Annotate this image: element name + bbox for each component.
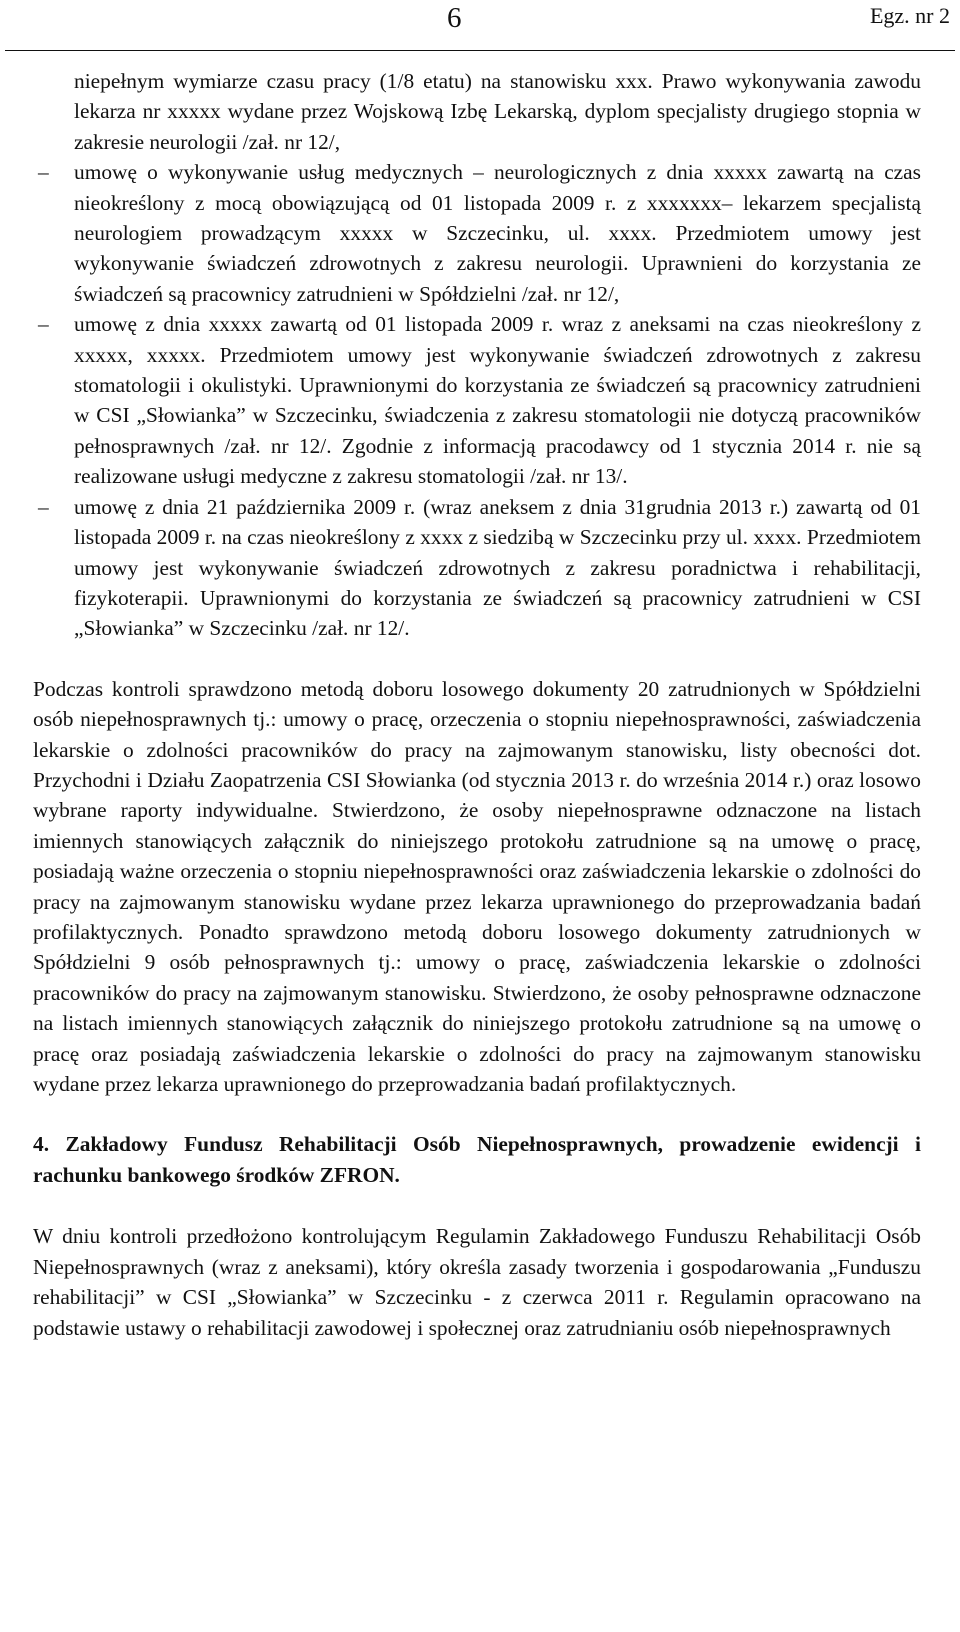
list-item-text: umowę z dnia xxxxx zawartą od 01 listopada 2009 r. wraz z aneksami na czas nieokreślony z xxxxx, xxxxx. Przedmiotem umowy jest wykonywanie świadczeń zdrowotnych z zakresu stomatologii i okulistyki. Uprawnionymi do korzystania ze świadczeń są pracownicy zatrudnieni w CSI „Słowianka” w Szczecinku, świadczenia z zakresu stomatologii nie dotyczą pracowników pełnosprawnych /zał. nr 12/. Zgodnie z informacją pracodawcy od 1 stycznia 2014 r. nie są realizowane usługi medyczne z zakresu stomatologii /zał. nr 13/. (74, 312, 921, 489)
list-item-rehabilitation-contract (33, 492, 921, 644)
page-header (0, 0, 960, 50)
fund-paragraph: W dniu kontroli przedłożono kontrolującym Regulamin Zakładowego Funduszu Rehabilitacji Osób Niepełnosprawnych (wraz z aneksami), który określa zasady tworzenia i gospodarowania „Funduszu rehabilitacji” w CSI „Słowianka” w Szczecinku - z czerwca 2011 r. Regulamin opracowano na podstawie ustawy o rehabilitacji zawodowej i społecznej oraz zatrudnianiu osób niepełnosprawnych (33, 1224, 921, 1340)
dash-bullet: – (38, 494, 49, 519)
list-item-text: umowę z dnia 21 października 2009 r. (wraz aneksem z dnia 31grudnia 2013 r.) zawartą od 01 listopada 2009 r. na czas nieokreślony z xxxx z siedzibą w Szczecinku przy ul. xxxx. Przedmiotem umowy jest wykonywanie świadczeń zdrowotnych z zakresu poradnictwa i rehabilitacji, fizykoterapii. Uprawnionymi do korzystania ze świadczeń są pracownicy zatrudnieni w CSI „Słowianka” w Szczecinku /zał. nr 12/. (74, 494, 921, 641)
document-body (33, 66, 921, 1343)
continued-paragraph: niepełnym wymiarze czasu pracy (1/8 etatu) na stanowisku xxx. Prawo wykonywania zawodu lekarza nr xxxxx wydane przez Wojskową Izbę Lekarską, dyplom specjalisty drugiego stopnia w zakresie neurologii /zał. nr 12/, (74, 69, 921, 154)
paragraph-spacer (33, 644, 921, 674)
copy-number-label: Egz. nr 2 (869, 3, 950, 28)
control-paragraph: Podczas kontroli sprawdzono metodą doboru losowego dokumenty 20 zatrudnionych w Spółdzielni osób niepełnosprawnych tj.: umowy o pracę, orzeczenia o stopniu niepełnosprawności, zaświadczenia lekarskie o zdolności pracowników do pracy na zajmowanym stanowisku, listy obecności dot. Przychodni i Działu Zaopatrzenia CSI Słowianka (od stycznia 2013 r. do września 2014 r.) oraz losowo wybrane raporty indywidualne. Stwierdzono, że osoby niepełnosprawne odznaczone na listach imiennych stanowiących załącznik do niniejszego protokołu zatrudnione są na umowę o pracę, posiadają ważne orzeczenia o stopniu niepełnosprawności oraz zaświadczenia lekarskie o zdolności do pracy na zajmowanym stanowisku wydane przez lekarza uprawnionego do przeprowadzania badań profilaktycznych. Ponadto sprawdzono metodą doboru losowego dokumenty zatrudnionych w Spółdzielni 9 osób pełnosprawnych tj.: umowy o pracę, zaświadczenia lekarskie o zdolności pracowników do pracy na zajmowanym stanowisku. Stwierdzono, że osoby pełnosprawne odznaczone na listach imiennych stanowiących załącznik do niniejszego protokołu zatrudnione są na umowę o pracę oraz posiadają zaświadczenia lekarskie o zdolności do pracy na zajmowanym stanowisku wydane przez lekarza uprawnionego do przeprowadzania badań profilaktycznych. (33, 676, 921, 1096)
page-number: 6 (447, 2, 462, 34)
dash-bullet: – (38, 160, 49, 185)
section-heading: 4. Zakładowy Fundusz Rehabilitacji Osób Niepełnosprawnych, prowadzenie ewidencji i rachunku bankowego środków ZFRON. (33, 1132, 921, 1188)
paragraph-spacer (33, 1191, 921, 1221)
paragraph-spacer (33, 1099, 921, 1129)
list-item-stomatology-contract (33, 309, 921, 491)
header-divider (5, 50, 955, 51)
list-item-neurology-contract (33, 157, 921, 309)
dash-bullet: – (38, 312, 49, 337)
list-item-text: umowę o wykonywanie usług medycznych – neurologicznych z dnia xxxxx zawartą na czas nieokreślony z mocą obowiązującą od 01 listopada 2009 r. z xxxxxxx– lekarzem specjalistą neurologiem prowadzącym xxxxx w Szczecinku, ul. xxxx. Przedmiotem umowy jest wykonywanie świadczeń zdrowotnych z zakresu neurologii. Uprawnieni do korzystania ze świadczeń są pracownicy zatrudnieni w Spółdzielni /zał. nr 12/, (74, 160, 921, 306)
